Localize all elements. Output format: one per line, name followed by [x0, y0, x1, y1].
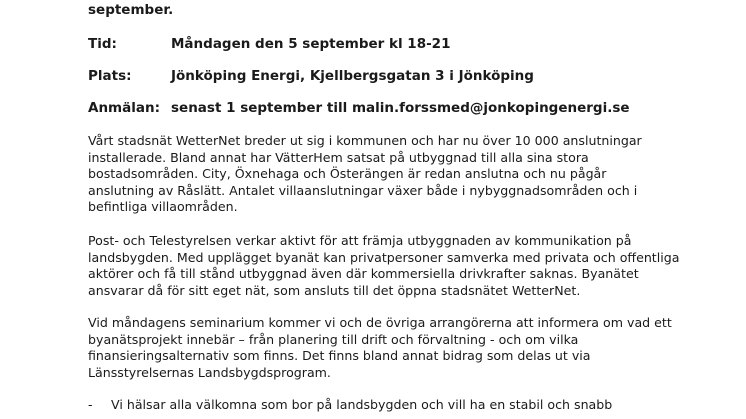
bullet-text: Vi hälsar alla välkomna som bor på landsbygden och vill ha en stabil och snabb — [111, 397, 613, 412]
field-label: Anmälan: — [88, 100, 160, 116]
field-label: Plats: — [88, 68, 132, 84]
paragraph-line: bostadsområden. City, Öxnehaga och Österängen är redan anslutna och nu pågår — [88, 166, 607, 182]
paragraph-line: befintliga villaområden. — [88, 199, 238, 215]
field-time — [88, 35, 450, 53]
paragraph-pts — [88, 233, 688, 299]
field-value: Jönköping Energi, Kjellbergsgatan 3 i Jönköping — [171, 68, 534, 84]
paragraph-line: ansvarar då för sitt eget nät, som ansluts till det öppna stadsnätet WetterNet. — [88, 282, 581, 298]
paragraph-line: finansieringsalternativ som finns. Det finns bland annat bidrag som delas ut via — [88, 348, 591, 364]
field-label: Tid: — [88, 36, 117, 52]
field-value: Måndagen den 5 september kl 18-21 — [171, 36, 451, 52]
paragraph-line: installerade. Bland annat har VätterHem satsat på utbyggnad till alla sina stora — [88, 149, 589, 165]
paragraph-line: Vårt stadsnät WetterNet breder ut sig i kommunen och har nu över 10 000 anslutningar — [88, 133, 642, 148]
paragraph-line: Vid måndagens seminarium kommer vi och de övriga arrangörerna att informera om vad ett — [88, 315, 672, 330]
paragraph-line: anslutning av Råslätt. Antalet villaanslutningar växer både i nybyggnadsområden och i — [88, 182, 638, 198]
field-registration — [88, 99, 630, 117]
heading-fragment: september. — [88, 2, 174, 18]
field-place — [88, 67, 534, 85]
paragraph-line: aktörer och få till stånd utbyggnad även där kommersiella drivkrafter saknas. Byanätet — [88, 266, 639, 282]
paragraph-wetternet — [88, 133, 688, 216]
bullet-mark: - — [88, 397, 93, 412]
paragraph-line: byanätsprojekt innebär – från planering till drift och förvaltning - och om vilka — [88, 331, 579, 347]
field-value: senast 1 september till malin.forssmed@jonkopingenergi.se — [171, 100, 630, 116]
bullet-item — [88, 397, 612, 414]
paragraph-line: landsbygden. Med upplägget byanät kan privatpersoner samverka med privata och offentliga — [88, 249, 680, 265]
paragraph-line: Post- och Telestyrelsen verkar aktivt för att främja utbyggnaden av kommunikation på — [88, 233, 632, 248]
paragraph-seminar — [88, 315, 688, 381]
paragraph-line: Länsstyrelsernas Landsbygdsprogram. — [88, 364, 331, 380]
